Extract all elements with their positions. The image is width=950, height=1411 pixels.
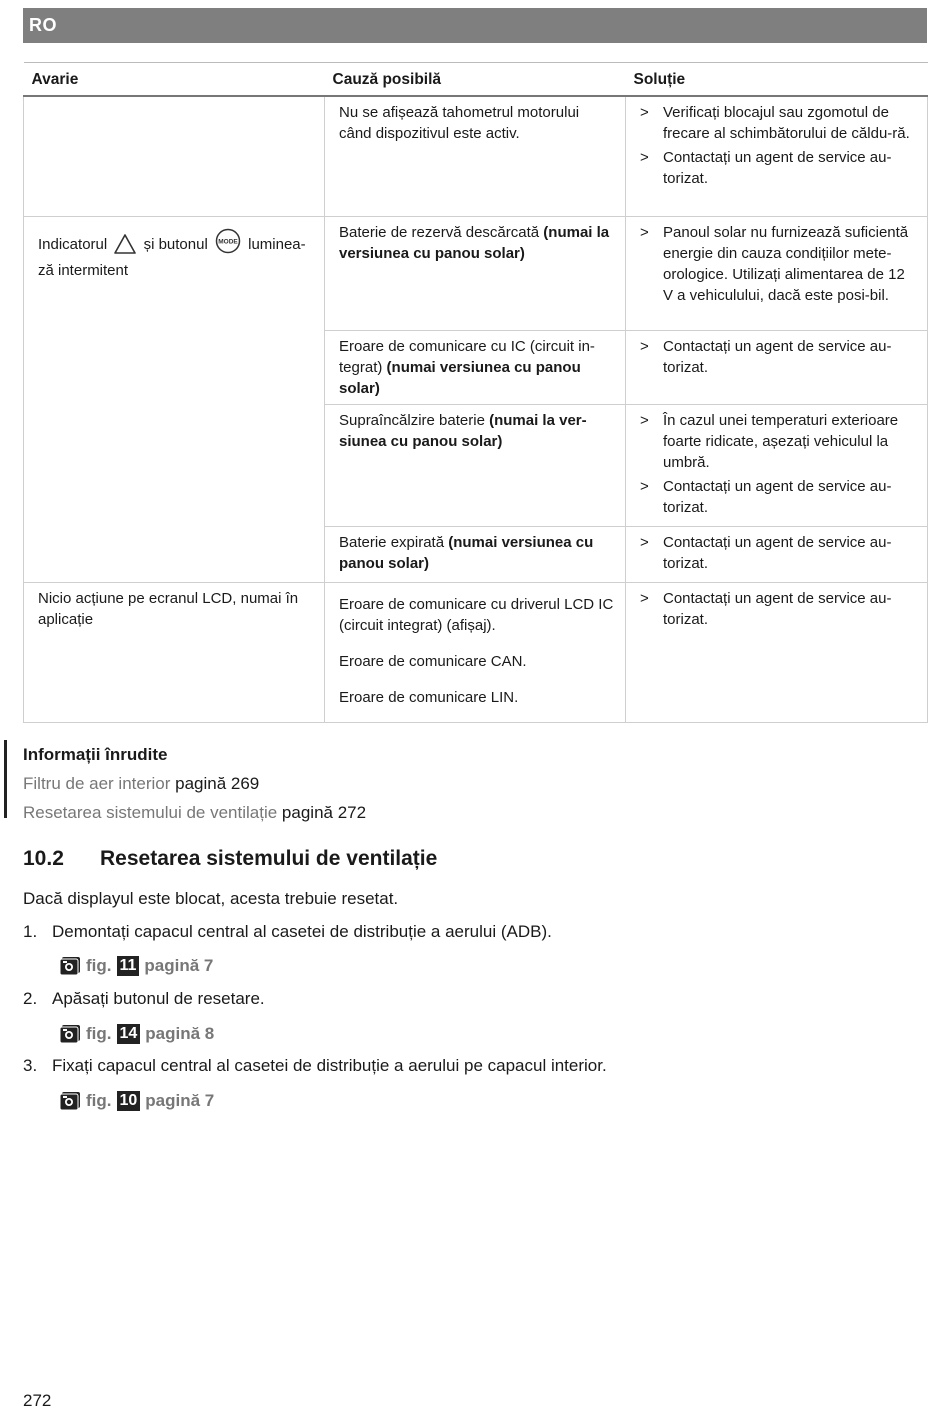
figure-page: pagină 8 [145,1024,215,1043]
figure-label: fig. [86,1024,112,1043]
fault-text: luminea-ză intermitent [38,235,306,279]
cause-text: Nu se afișează tahometrul motorului când dispozitivul este activ. [339,104,580,142]
section-number: 10.2 [23,847,64,870]
solution-item: > Contactați un agent de service au-torizat. [640,147,917,189]
mode-button-icon [215,228,241,260]
cause-text: Eroare de comunicare cu IC (circuit in-tegrat) [339,337,595,376]
fault-cell: Nicio acțiune pe ecranul LCD, numai în aplicație [24,582,325,722]
fault-cell [24,216,325,582]
cause-cell [325,330,626,404]
figure-reference[interactable] [59,1091,214,1111]
cause-qualifier: (numai la ver-siunea cu panou solar) [339,411,587,450]
step-number: 2. [23,989,38,1008]
figure-number: 11 [117,956,140,976]
cause-cell [325,96,626,216]
figure-page: pagină 7 [145,1091,215,1110]
column-header-cause: Cauză posibilă [325,63,626,97]
cause-qualifier: (numai versiunea cu panou solar) [339,533,594,572]
cause-text: Baterie de rezervă descărcată [339,223,544,241]
page-number: 272 [23,1391,52,1410]
related-information [23,740,366,827]
cause-cell [325,582,626,722]
table-header-row [24,63,928,97]
camera-icon [59,956,81,976]
cause-text: Eroare de comunicare LIN. [339,688,519,706]
fault-text: Indicatorul [38,235,108,253]
fault-cell [24,96,325,216]
related-link-page: pagină 272 [281,803,367,822]
solution-item: > Verificați blocajul sau zgomotul de frecare al schimbătorului de căldu-ră. [640,102,917,144]
cause-text: Eroare de comunicare cu driverul LCD IC (circuit integrat) (afișaj). [339,595,614,634]
figure-page: pagină 7 [144,956,214,975]
step-item [23,922,552,942]
related-info-marker [4,740,7,818]
step-number: 3. [23,1056,38,1075]
column-header-fault: Avarie [24,63,325,97]
solution-item: > În cazul unei temperaturi exterioare foarte ridicate, așezați vehiculul la umbră. [640,410,917,473]
column-header-solution: Soluție [626,63,928,97]
step-item [23,1056,607,1076]
cause-qualifier: (numai versiunea cu panou solar) [339,358,581,397]
solution-cell [626,404,928,526]
troubleshooting-table [23,62,928,723]
step-text: Demontați capacul central al casetei de distribuție a aerului (ADB). [52,922,552,941]
section-intro: Dacă displayul este blocat, acesta trebuie resetat. [23,889,399,908]
fault-text: și butonul [143,235,208,253]
table-row [24,582,928,722]
section-title: Resetarea sistemului de ventilație [100,847,438,870]
solution-cell [626,330,928,404]
cause-qualifier: (numai la versiunea cu panou solar) [339,223,610,262]
step-number: 1. [23,922,38,941]
figure-reference[interactable] [59,956,213,976]
solution-item: > Panoul solar nu furnizează suficientă energie din cauza condițiilor mete-orologice. Utilizați alimentarea de 12 V a vehiculului, dacă este posi-bil. [640,222,917,306]
figure-label: fig. [86,956,112,975]
cause-cell [325,526,626,582]
related-heading: Informații înrudite [23,745,168,764]
related-link-text[interactable]: Resetarea sistemului de ventilație [23,803,278,822]
cause-cell [325,216,626,330]
cause-cell [325,404,626,526]
section-heading [23,847,437,871]
figure-label: fig. [86,1091,112,1110]
step-text: Fixați capacul central al casetei de distribuție a aerului pe capacul interior. [52,1056,607,1075]
solution-cell [626,216,928,330]
related-link-page: pagină 269 [175,774,260,793]
related-link[interactable] [23,769,366,798]
solution-item: > Contactați un agent de service au-torizat. [640,336,917,378]
step-item [23,989,265,1009]
solution-cell [626,96,928,216]
figure-reference[interactable] [59,1024,214,1044]
related-link[interactable] [23,798,366,827]
cause-text: Eroare de comunicare CAN. [339,652,527,670]
cause-text: Baterie expirată [339,533,449,551]
related-link-text[interactable]: Filtru de aer interior [23,774,171,793]
solution-item: > Contactați un agent de service au-torizat. [640,532,917,574]
warning-triangle-icon [114,234,136,260]
language-code: RO [29,15,57,35]
step-text: Apăsați butonul de resetare. [52,989,265,1008]
svg-text:MODE: MODE [218,238,238,245]
solution-cell [626,526,928,582]
solution-item: > Contactați un agent de service au-torizat. [640,588,917,630]
solution-cell [626,582,928,722]
camera-icon [59,1091,81,1111]
solution-item: > Contactați un agent de service au-torizat. [640,476,917,518]
language-header-bar [23,8,927,43]
table-row [24,216,928,330]
camera-icon [59,1024,81,1044]
figure-number: 14 [117,1024,141,1044]
figure-number: 10 [117,1091,141,1111]
cause-text: Supraîncălzire baterie [339,411,490,429]
table-row [24,96,928,216]
